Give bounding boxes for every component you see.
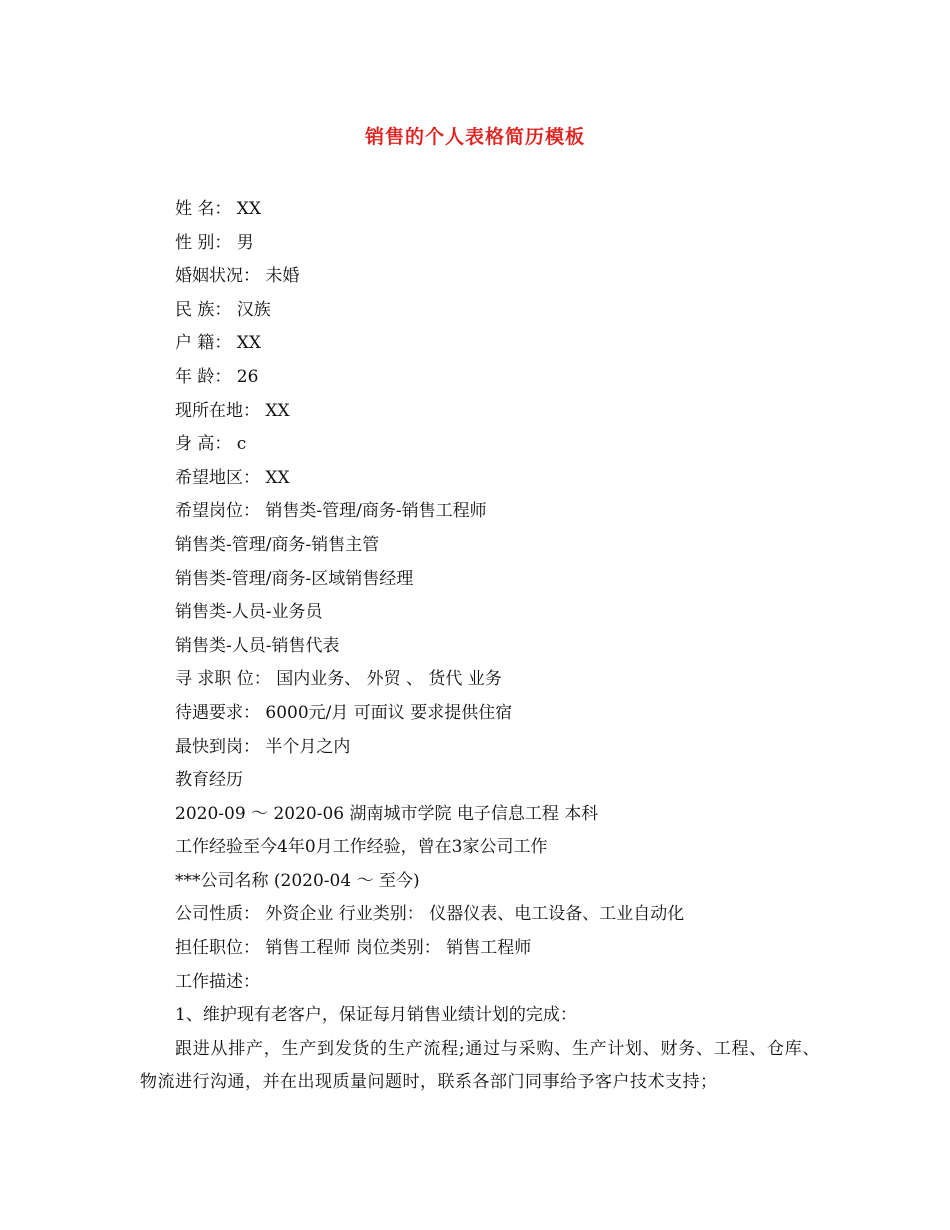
field-household-registration: 户 籍： XX <box>175 333 262 354</box>
field-ethnicity: 民 族： 汉族 <box>175 299 271 320</box>
field-height: 身 高： c <box>175 434 247 455</box>
position-item: 销售类-管理/商务-销售主管 <box>175 534 380 555</box>
job-description-heading: 工作描述： <box>175 971 260 992</box>
job-duty-paragraph: 跟进从排产，生产到发货的生产流程;通过与采购、生产计划、财务、工程、仓库、物流进行沟通，并在出现质量问题时，联系各部门同事给予客户技术支持； <box>140 1038 820 1093</box>
field-earliest-start: 最快到岗： 半个月之内 <box>175 736 351 757</box>
company-entry: ***公司名称 (2020-04 ～ 至今) <box>175 870 420 891</box>
field-desired-position: 希望岗位： 销售类-管理/商务-销售工程师 <box>175 501 487 522</box>
field-age: 年 龄： 26 <box>175 366 259 387</box>
position-item: 销售类-人员-业务员 <box>175 602 323 623</box>
field-current-location: 现所在地： XX <box>175 400 290 421</box>
work-experience-summary: 工作经验至今4年0月工作经验，曾在3家公司工作 <box>175 837 548 858</box>
education-entry: 2020-09 ～ 2020-06 湖南城市学院 电子信息工程 本科 <box>175 803 599 824</box>
field-marital-status: 婚姻状况： 未婚 <box>175 266 300 287</box>
position-item: 销售类-人员-销售代表 <box>175 635 340 656</box>
field-salary-requirement: 待遇要求： 6000元/月 可面议 要求提供住宿 <box>175 702 513 723</box>
field-gender: 性 别： 男 <box>175 232 254 253</box>
field-job-seeking: 寻 求职 位： 国内业务、 外贸 、 货代 业务 <box>175 669 502 690</box>
job-duty-item: 1、维护现有老客户，保证每月销售业绩计划的完成： <box>175 1005 577 1026</box>
document-title: 销售的个人表格简历模板 <box>364 126 585 148</box>
job-title: 担任职位： 销售工程师 岗位类别： 销售工程师 <box>175 938 532 959</box>
resume-body <box>140 193 820 1100</box>
company-nature: 公司性质： 外资企业 行业类别： 仪器仪表、电工设备、工业自动化 <box>175 904 685 925</box>
field-desired-region: 希望地区： XX <box>175 467 290 488</box>
section-education-heading: 教育经历 <box>175 770 243 791</box>
field-name: 姓 名： XX <box>175 199 262 219</box>
position-item: 销售类-管理/商务-区域销售经理 <box>175 568 414 589</box>
